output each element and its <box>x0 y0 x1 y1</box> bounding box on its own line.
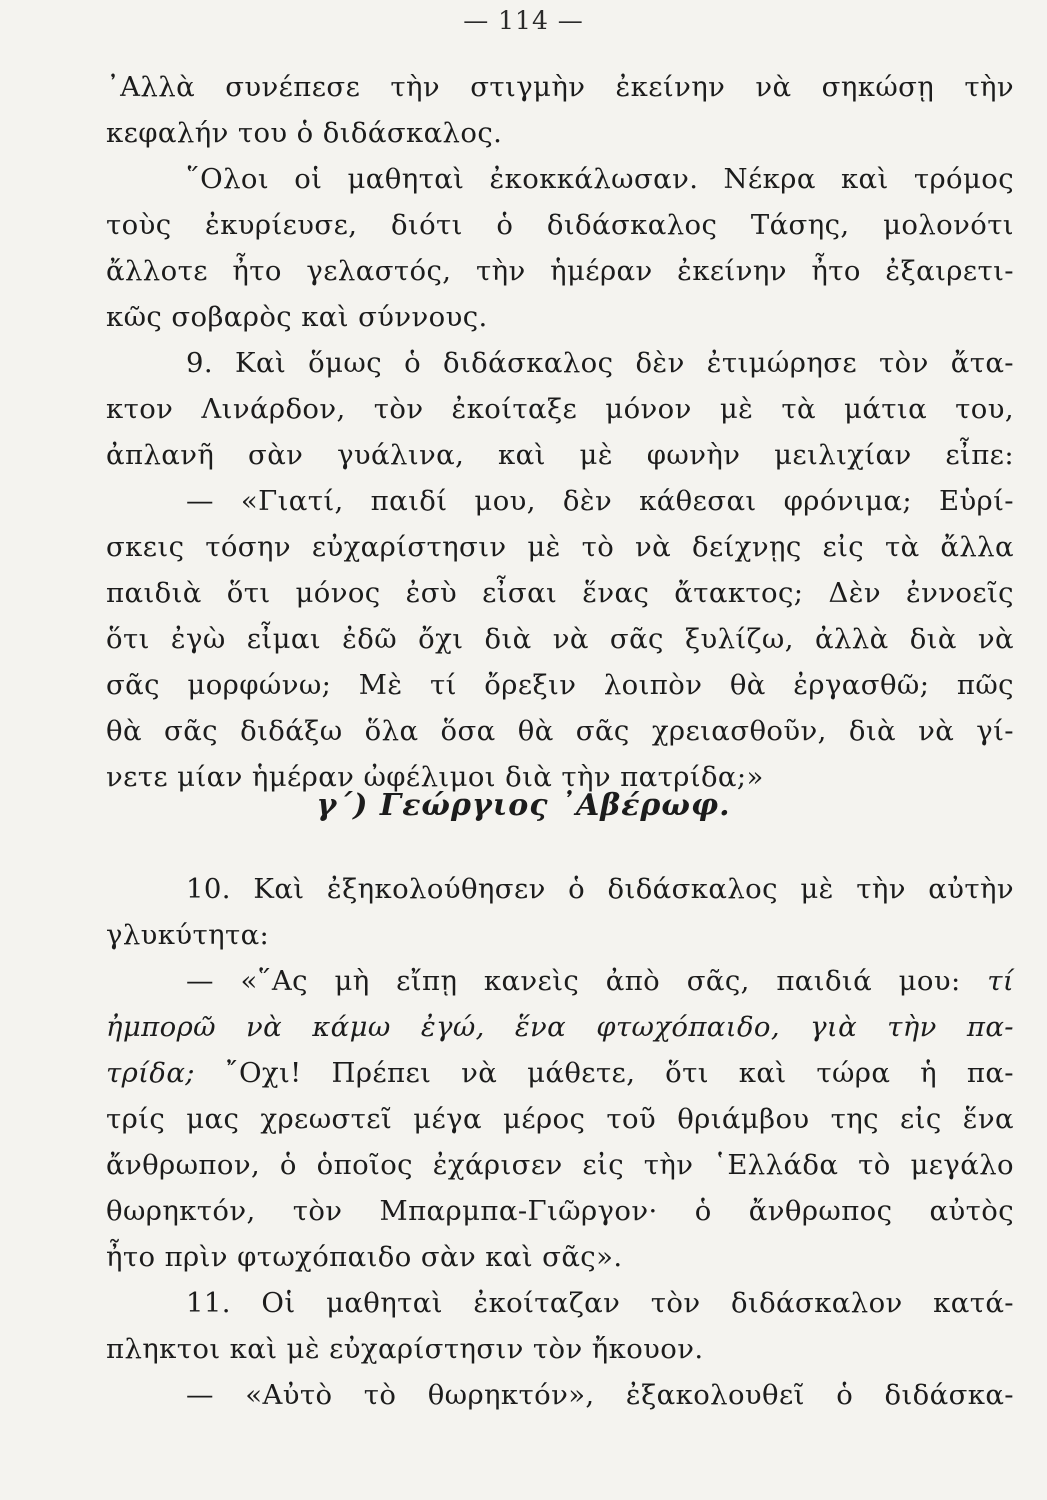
text-span: — «῞Ας μὴ εἴπῃ κανεὶς ἀπὸ σᾶς, παιδιά μου: <box>186 965 961 997</box>
text-line: θὰ σᾶς διδάξω ὅλα ὅσα θὰ σᾶς χρειασθοῦν, διὰ νὰ γί- <box>106 715 1014 747</box>
text-line: ᾿Αλλὰ συνέπεσε τὴν στιγμὴν ἐκείνην νὰ σηκώσῃ τὴν <box>106 71 1014 103</box>
text-line: ἠμπορῶ νὰ κάμω ἐγώ, ἕνα φτωχόπαιδο, γιὰ τὴν πα- <box>106 1011 1014 1043</box>
text-line: ἀπλανῆ σὰν γυάλινα, καὶ μὲ φωνὴν μειλιχίαν εἶπε: <box>106 439 1014 471</box>
text-line: σκεις τόσην εὐχαρίστησιν μὲ τὸ νὰ δείχνῃς εἰς τὰ ἄλλα <box>106 531 1014 563</box>
text-span: ῎Οχι! Πρέπει νὰ μάθετε, ὅτι καὶ τώρα ἡ πα- <box>224 1057 1014 1089</box>
text-line: ἄνθρωπον, ὁ ὁποῖος ἐχάρισεν εἰς τὴν ῾Ελλάδα τὸ μεγάλο <box>106 1149 1014 1181</box>
section-heading: γ΄) Γεώργιος ᾿Αβέρωφ. <box>316 788 731 823</box>
text-line <box>106 1050 1014 1096</box>
italic-span: τρίδα; <box>106 1057 195 1089</box>
text-line: 11. Οἱ μαθηταὶ ἐκοίταζαν τὸν διδάσκαλον κατά- <box>186 1287 1014 1319</box>
page-number: — 114 — <box>463 6 584 35</box>
text-line: — «Αὐτὸ τὸ θωρηκτόν», ἐξακολουθεῖ ὁ διδάσκα- <box>186 1379 1014 1411</box>
text-line: πληκτοι καὶ μὲ εὐχαρίστησιν τὸν ἤκουον. <box>106 1333 704 1365</box>
text-line: γλυκύτητα: <box>106 919 270 951</box>
text-block-bottom <box>106 866 1014 1418</box>
text-block-top <box>106 64 1014 800</box>
text-line: ῞Ολοι οἱ μαθηταὶ ἐκοκκάλωσαν. Νέκρα καὶ τρόμος <box>186 163 1014 195</box>
text-line: ἦτο πρὶν φτωχόπαιδο σὰν καὶ σᾶς». <box>106 1241 623 1273</box>
text-line: τοὺς ἐκυρίευσε, διότι ὁ διδάσκαλος Τάσης, μολονότι <box>106 209 1014 241</box>
text-line: νετε μίαν ἡμέραν ὠφέλιμοι διὰ τὴν πατρίδα;» <box>106 761 764 793</box>
text-line: παιδιὰ ὅτι μόνος ἐσὺ εἶσαι ἕνας ἄτακτος; Δὲν ἐννοεῖς <box>106 577 1014 609</box>
text-line: — «Γιατί, παιδί μου, δὲν κάθεσαι φρόνιμα; Εὑρί- <box>186 485 1014 517</box>
text-line: ἄλλοτε ἦτο γελαστός, τὴν ἡμέραν ἐκείνην ἦτο ἐξαιρετι- <box>106 255 1014 287</box>
text-line: τρίς μας χρεωστεῖ μέγα μέρος τοῦ θριάμβου της εἰς ἕνα <box>106 1103 1014 1135</box>
text-line: κτον Λινάρδον, τὸν ἐκοίταξε μόνον μὲ τὰ μάτια του, <box>106 393 1014 425</box>
text-line <box>106 958 1014 1004</box>
text-line: κῶς σοβαρὸς καὶ σύννους. <box>106 301 488 333</box>
text-line: ὅτι ἐγὼ εἶμαι ἐδῶ ὄχι διὰ νὰ σᾶς ξυλίζω, ἀλλὰ διὰ νὰ <box>106 623 1014 655</box>
text-line: σᾶς μορφώνω; Μὲ τί ὄρεξιν λοιπὸν θὰ ἐργασθῶ; πῶς <box>106 669 1014 701</box>
italic-span: τί <box>987 965 1014 997</box>
text-line: θωρηκτόν, τὸν Μπαρμπα-Γιῶργον· ὁ ἄνθρωπος αὐτὸς <box>106 1195 1014 1227</box>
text-line: 10. Καὶ ἐξηκολούθησεν ὁ διδάσκαλος μὲ τὴν αὐτὴν <box>186 873 1014 905</box>
text-line: 9. Καὶ ὅμως ὁ διδάσκαλος δὲν ἐτιμώρησε τὸν ἄτα- <box>186 347 1014 379</box>
text-line: κεφαλήν του ὁ διδάσκαλος. <box>106 117 503 149</box>
